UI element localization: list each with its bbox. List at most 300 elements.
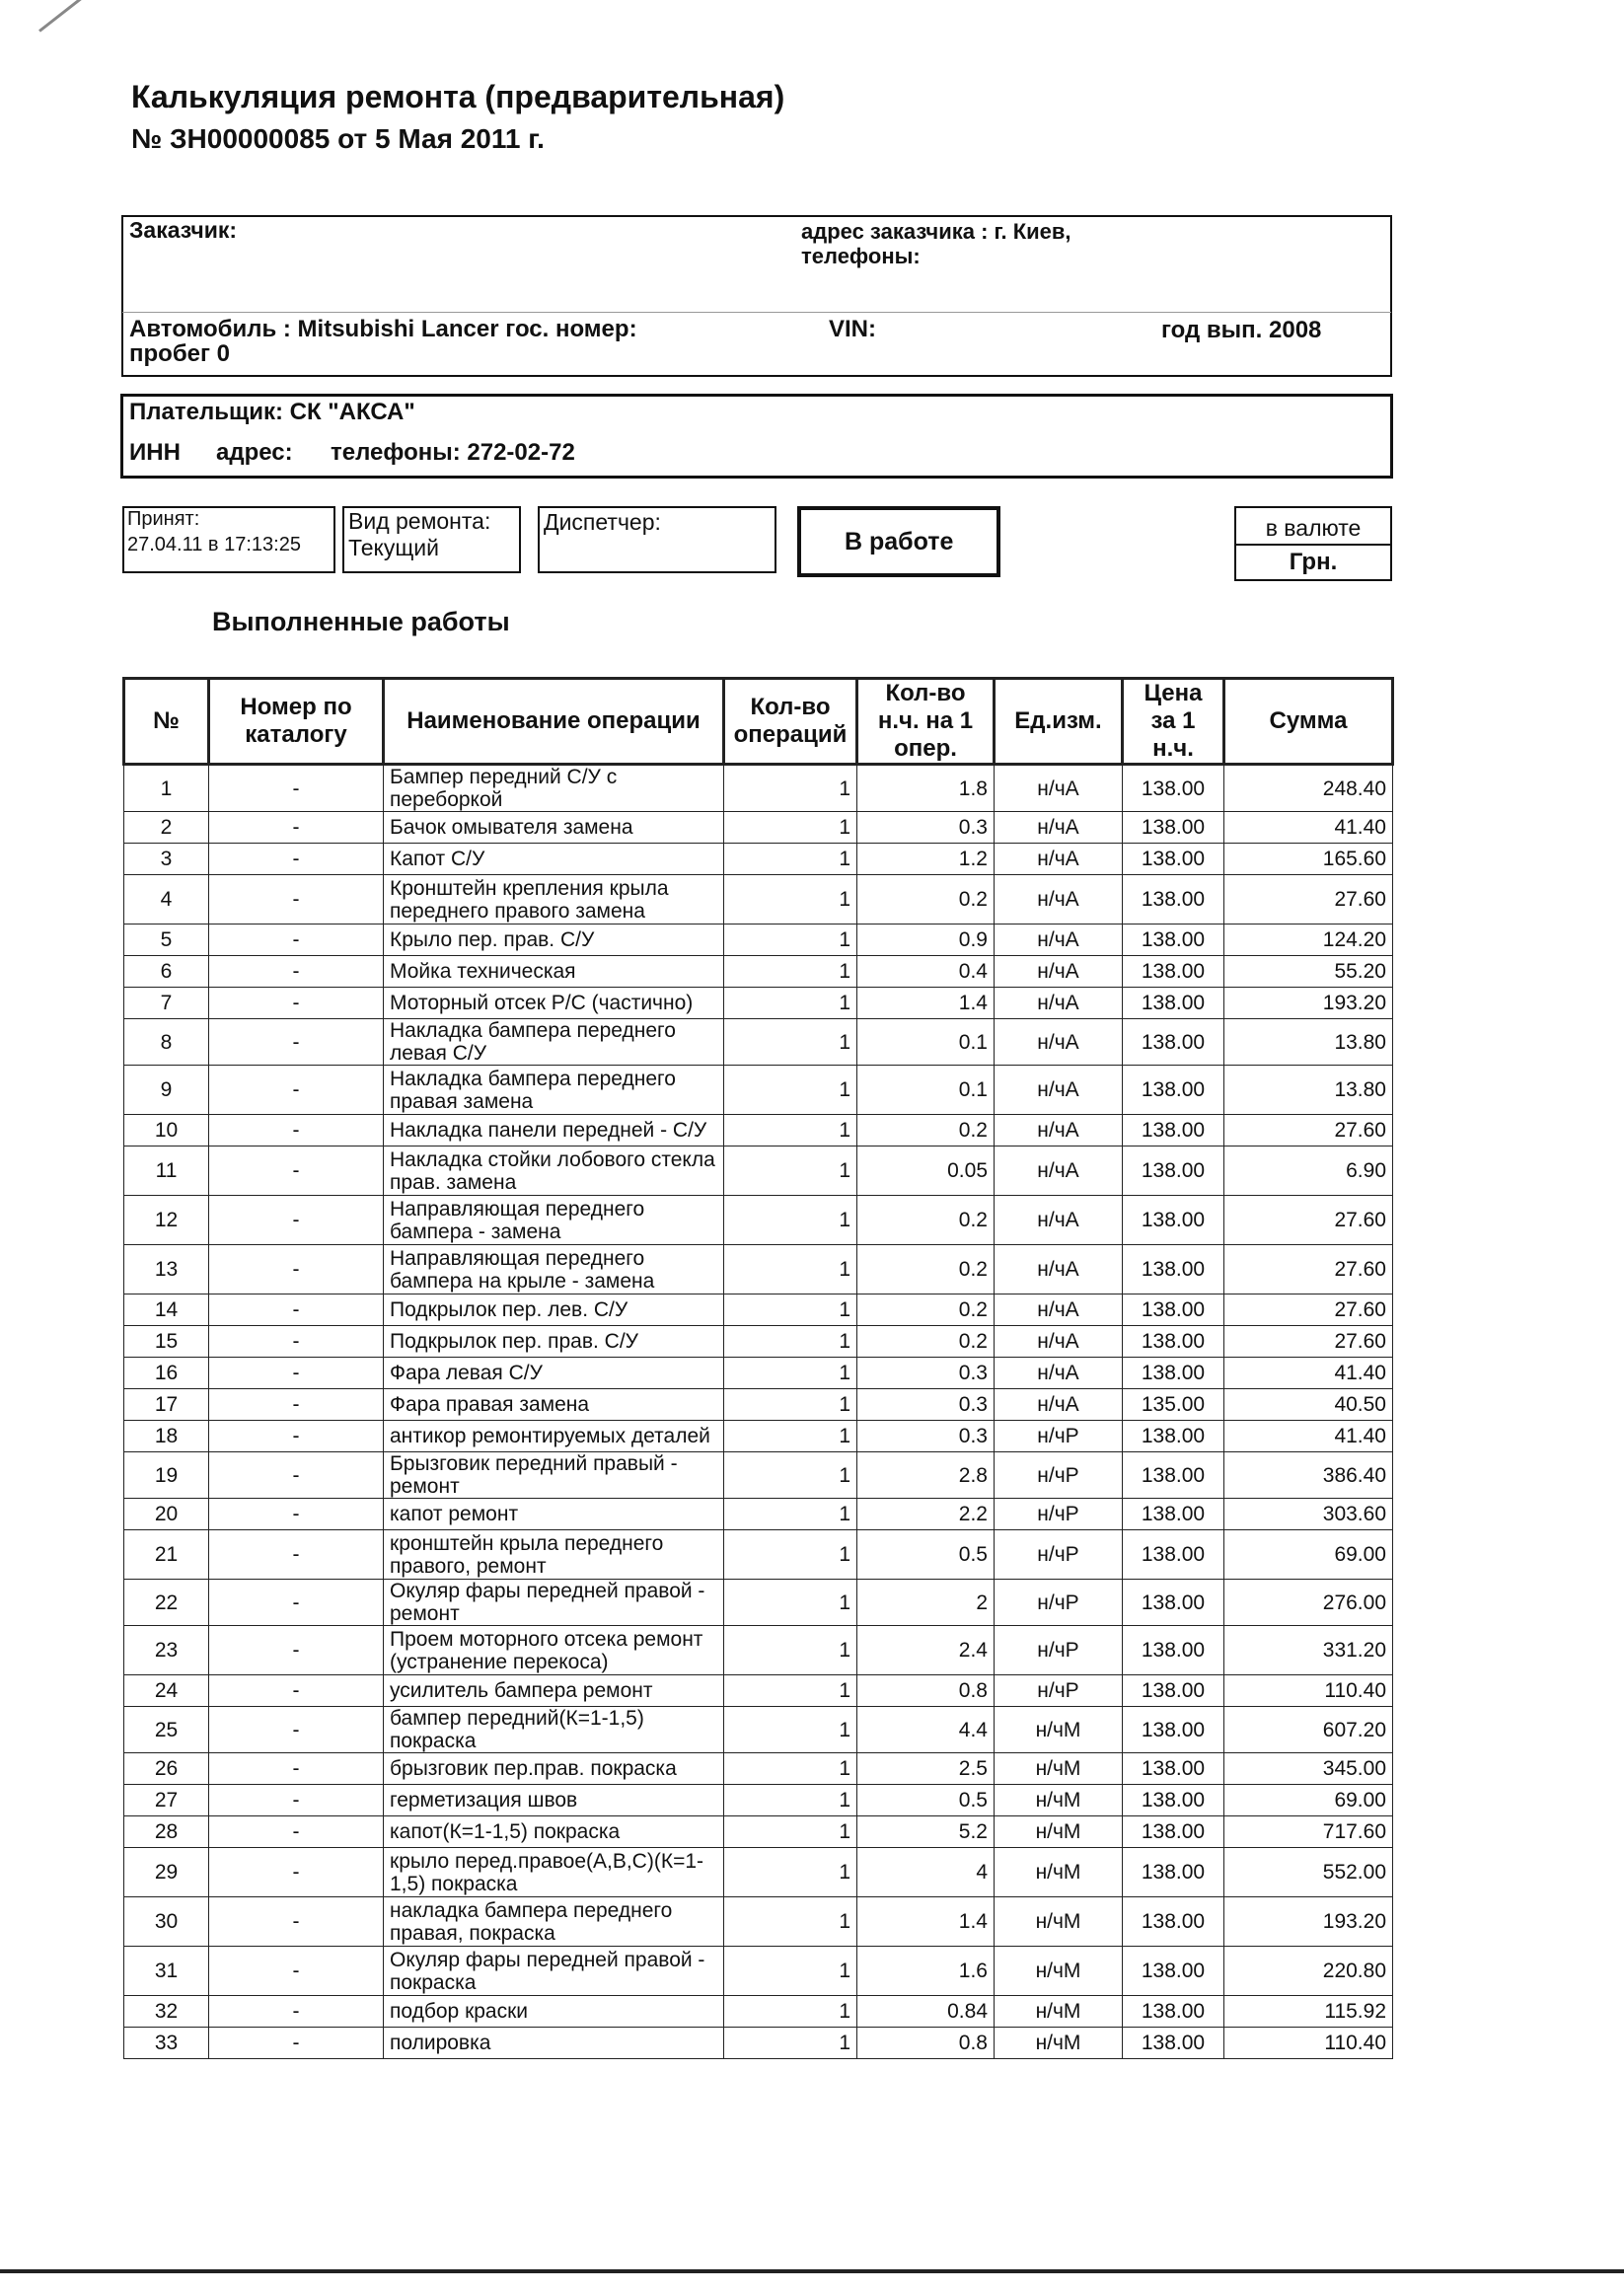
- row-operation-name: Фара правая замена: [384, 1389, 724, 1421]
- row-number: 14: [124, 1294, 209, 1326]
- table-row: [124, 1019, 1393, 1066]
- row-catalog-number: -: [209, 1848, 384, 1897]
- row-unit: н/чА: [995, 956, 1123, 988]
- row-catalog-number: -: [209, 1947, 384, 1996]
- row-number: 9: [124, 1066, 209, 1115]
- row-number: 8: [124, 1019, 209, 1066]
- row-number: 32: [124, 1996, 209, 2028]
- row-sum: 552.00: [1224, 1848, 1393, 1897]
- row-operation-name: Направляющая переднего бампера на крыле - замена: [384, 1245, 724, 1294]
- row-number: 22: [124, 1580, 209, 1626]
- row-catalog-number: -: [209, 765, 384, 812]
- row-hours-per-op: 1.2: [857, 844, 995, 875]
- row-sum: 27.60: [1224, 1326, 1393, 1358]
- row-catalog-number: -: [209, 1707, 384, 1753]
- row-catalog-number: -: [209, 812, 384, 844]
- row-sum: 124.20: [1224, 925, 1393, 956]
- row-number: 2: [124, 812, 209, 844]
- row-catalog-number: -: [209, 1675, 384, 1707]
- row-unit: н/чР: [995, 1580, 1123, 1626]
- vin-label: VIN:: [829, 316, 876, 342]
- table-row: [124, 1897, 1393, 1947]
- row-operation-name: брызговик пер.прав. покраска: [384, 1753, 724, 1785]
- row-sum: 40.50: [1224, 1389, 1393, 1421]
- table-row: [124, 1816, 1393, 1848]
- row-price: 138.00: [1123, 1358, 1224, 1389]
- accepted-label: Принят:: [127, 508, 200, 530]
- row-unit: н/чА: [995, 1196, 1123, 1245]
- table-row: [124, 1675, 1393, 1707]
- row-unit: н/чР: [995, 1530, 1123, 1580]
- row-operation-name: Мойка техническая: [384, 956, 724, 988]
- row-number: 6: [124, 956, 209, 988]
- row-operations-count: 1: [724, 1499, 857, 1530]
- row-unit: н/чА: [995, 1019, 1123, 1066]
- row-operations-count: 1: [724, 1245, 857, 1294]
- row-hours-per-op: 0.05: [857, 1146, 995, 1196]
- row-number: 20: [124, 1499, 209, 1530]
- row-catalog-number: -: [209, 1196, 384, 1245]
- row-unit: н/чА: [995, 1245, 1123, 1294]
- row-hours-per-op: 0.3: [857, 1421, 995, 1452]
- row-price: 138.00: [1123, 812, 1224, 844]
- repair-type-label: Вид ремонта:: [348, 508, 491, 534]
- row-catalog-number: -: [209, 1897, 384, 1947]
- row-operation-name: Накладка бампера переднего правая замена: [384, 1066, 724, 1115]
- row-operation-name: крыло перед.правое(А,В,С)(К=1-1,5) покраска: [384, 1848, 724, 1897]
- row-operations-count: 1: [724, 1816, 857, 1848]
- row-unit: н/чМ: [995, 1753, 1123, 1785]
- row-price: 138.00: [1123, 1996, 1224, 2028]
- row-operation-name: герметизация швов: [384, 1785, 724, 1816]
- row-operations-count: 1: [724, 1066, 857, 1115]
- row-hours-per-op: 5.2: [857, 1816, 995, 1848]
- row-catalog-number: -: [209, 1816, 384, 1848]
- row-catalog-number: -: [209, 2028, 384, 2059]
- table-row: [124, 1580, 1393, 1626]
- row-number: 25: [124, 1707, 209, 1753]
- row-catalog-number: -: [209, 1245, 384, 1294]
- row-number: 13: [124, 1245, 209, 1294]
- row-catalog-number: -: [209, 1753, 384, 1785]
- row-price: 138.00: [1123, 1785, 1224, 1816]
- row-price: 138.00: [1123, 844, 1224, 875]
- row-price: 138.00: [1123, 1530, 1224, 1580]
- col-num-header: №: [124, 679, 209, 765]
- row-price: 138.00: [1123, 1897, 1224, 1947]
- row-hours-per-op: 0.2: [857, 875, 995, 925]
- row-operation-name: усилитель бампера ремонт: [384, 1675, 724, 1707]
- row-catalog-number: -: [209, 988, 384, 1019]
- row-number: 11: [124, 1146, 209, 1196]
- row-sum: 13.80: [1224, 1066, 1393, 1115]
- row-operations-count: 1: [724, 1196, 857, 1245]
- row-catalog-number: -: [209, 1389, 384, 1421]
- row-price: 138.00: [1123, 1115, 1224, 1146]
- row-catalog-number: -: [209, 1996, 384, 2028]
- table-row: [124, 844, 1393, 875]
- row-operation-name: подбор краски: [384, 1996, 724, 2028]
- row-number: 24: [124, 1675, 209, 1707]
- payer-address: адрес:: [216, 439, 293, 466]
- row-operations-count: 1: [724, 1848, 857, 1897]
- row-operation-name: Крыло пер. прав. С/У: [384, 925, 724, 956]
- currency-label: в валюте: [1265, 515, 1362, 541]
- row-sum: 248.40: [1224, 765, 1393, 812]
- row-price: 138.00: [1123, 988, 1224, 1019]
- row-hours-per-op: 0.2: [857, 1245, 995, 1294]
- row-number: 17: [124, 1389, 209, 1421]
- row-sum: 193.20: [1224, 1897, 1393, 1947]
- row-number: 18: [124, 1421, 209, 1452]
- row-operation-name: Бампер передний С/У с переборкой: [384, 765, 724, 812]
- col-sum-header: Сумма: [1224, 679, 1393, 765]
- row-unit: н/чА: [995, 1115, 1123, 1146]
- col-catalog-header: Номер по каталогу: [209, 679, 384, 765]
- row-sum: 276.00: [1224, 1580, 1393, 1626]
- row-sum: 27.60: [1224, 1115, 1393, 1146]
- row-operations-count: 1: [724, 1626, 857, 1675]
- row-price: 138.00: [1123, 1421, 1224, 1452]
- row-number: 28: [124, 1816, 209, 1848]
- row-operation-name: Брызговик передний правый - ремонт: [384, 1452, 724, 1499]
- row-operation-name: капот ремонт: [384, 1499, 724, 1530]
- row-catalog-number: -: [209, 1066, 384, 1115]
- row-number: 33: [124, 2028, 209, 2059]
- row-sum: 331.20: [1224, 1626, 1393, 1675]
- table-row: [124, 1947, 1393, 1996]
- payer-name: Плательщик: СК "АКСА": [129, 399, 415, 425]
- car-year: год вып. 2008: [1161, 317, 1322, 343]
- row-unit: н/чМ: [995, 1947, 1123, 1996]
- row-number: 19: [124, 1452, 209, 1499]
- works-table-header: [124, 679, 1393, 765]
- row-operations-count: 1: [724, 765, 857, 812]
- table-row: [124, 1245, 1393, 1294]
- row-catalog-number: -: [209, 1358, 384, 1389]
- col-name-header: Наименование операции: [384, 679, 724, 765]
- row-price: 135.00: [1123, 1389, 1224, 1421]
- row-price: 138.00: [1123, 1947, 1224, 1996]
- row-operations-count: 1: [724, 812, 857, 844]
- row-sum: 6.90: [1224, 1146, 1393, 1196]
- customer-box: [121, 215, 1392, 377]
- row-operations-count: 1: [724, 1580, 857, 1626]
- col-hours-header: Кол-во н.ч. на 1 опер.: [857, 679, 995, 765]
- row-catalog-number: -: [209, 1580, 384, 1626]
- row-operations-count: 1: [724, 1707, 857, 1753]
- row-number: 10: [124, 1115, 209, 1146]
- row-unit: н/чМ: [995, 1897, 1123, 1947]
- row-unit: н/чМ: [995, 2028, 1123, 2059]
- works-section-title: Выполненные работы: [212, 607, 510, 636]
- row-operation-name: Проем моторного отсека ремонт (устранение перекоса): [384, 1626, 724, 1675]
- row-operations-count: 1: [724, 875, 857, 925]
- row-operations-count: 1: [724, 1452, 857, 1499]
- customer-label: Заказчик:: [129, 217, 238, 243]
- row-unit: н/чА: [995, 1066, 1123, 1115]
- row-operation-name: Капот С/У: [384, 844, 724, 875]
- col-unit-header: Ед.изм.: [995, 679, 1123, 765]
- row-unit: н/чА: [995, 1326, 1123, 1358]
- row-unit: н/чР: [995, 1499, 1123, 1530]
- row-price: 138.00: [1123, 2028, 1224, 2059]
- row-operations-count: 1: [724, 1996, 857, 2028]
- row-hours-per-op: 0.2: [857, 1196, 995, 1245]
- table-row: [124, 1499, 1393, 1530]
- row-catalog-number: -: [209, 1019, 384, 1066]
- row-hours-per-op: 0.4: [857, 956, 995, 988]
- table-row: [124, 1421, 1393, 1452]
- row-unit: н/чА: [995, 988, 1123, 1019]
- row-catalog-number: -: [209, 1785, 384, 1816]
- row-hours-per-op: 2: [857, 1580, 995, 1626]
- dispatcher-label: Диспетчер:: [544, 509, 661, 535]
- col-price-header: Цена за 1 н.ч.: [1123, 679, 1224, 765]
- row-hours-per-op: 0.1: [857, 1066, 995, 1115]
- row-number: 15: [124, 1326, 209, 1358]
- payer-inn: ИНН: [129, 439, 181, 466]
- row-catalog-number: -: [209, 1294, 384, 1326]
- row-operation-name: капот(К=1-1,5) покраска: [384, 1816, 724, 1848]
- row-price: 138.00: [1123, 956, 1224, 988]
- row-number: 12: [124, 1196, 209, 1245]
- row-hours-per-op: 0.8: [857, 1675, 995, 1707]
- row-number: 1: [124, 765, 209, 812]
- row-price: 138.00: [1123, 1675, 1224, 1707]
- payer-phones: телефоны: 272-02-72: [331, 439, 575, 466]
- scan-edge: [0, 2269, 1624, 2273]
- table-row: [124, 1452, 1393, 1499]
- col-ops-header: Кол-во операций: [724, 679, 857, 765]
- row-operation-name: Подкрылок пер. лев. С/У: [384, 1294, 724, 1326]
- row-hours-per-op: 0.3: [857, 1389, 995, 1421]
- row-hours-per-op: 2.8: [857, 1452, 995, 1499]
- table-row: [124, 1848, 1393, 1897]
- row-operation-name: Моторный отсек Р/С (частично): [384, 988, 724, 1019]
- row-price: 138.00: [1123, 1626, 1224, 1675]
- table-row: [124, 875, 1393, 925]
- row-price: 138.00: [1123, 1848, 1224, 1897]
- table-row: [124, 2028, 1393, 2059]
- row-price: 138.00: [1123, 925, 1224, 956]
- row-price: 138.00: [1123, 1816, 1224, 1848]
- table-row: [124, 1115, 1393, 1146]
- table-row: [124, 1196, 1393, 1245]
- table-row: [124, 925, 1393, 956]
- car-mileage: пробег 0: [129, 340, 230, 367]
- row-hours-per-op: 1.8: [857, 765, 995, 812]
- table-row: [124, 1707, 1393, 1753]
- row-hours-per-op: 0.2: [857, 1326, 995, 1358]
- document-number: № ЗН00000085 от 5 Мая 2011 г.: [131, 123, 545, 154]
- row-operations-count: 1: [724, 1294, 857, 1326]
- row-unit: н/чМ: [995, 1785, 1123, 1816]
- row-price: 138.00: [1123, 1707, 1224, 1753]
- row-catalog-number: -: [209, 1115, 384, 1146]
- row-operation-name: Бачок омывателя замена: [384, 812, 724, 844]
- row-operations-count: 1: [724, 988, 857, 1019]
- row-sum: 717.60: [1224, 1816, 1393, 1848]
- row-number: 30: [124, 1897, 209, 1947]
- row-sum: 41.40: [1224, 1421, 1393, 1452]
- row-operations-count: 1: [724, 1358, 857, 1389]
- table-row: [124, 1146, 1393, 1196]
- row-operations-count: 1: [724, 2028, 857, 2059]
- row-hours-per-op: 4.4: [857, 1707, 995, 1753]
- row-number: 4: [124, 875, 209, 925]
- row-number: 23: [124, 1626, 209, 1675]
- row-unit: н/чМ: [995, 1996, 1123, 2028]
- row-operations-count: 1: [724, 1421, 857, 1452]
- row-price: 138.00: [1123, 1019, 1224, 1066]
- row-price: 138.00: [1123, 1753, 1224, 1785]
- row-sum: 193.20: [1224, 988, 1393, 1019]
- row-catalog-number: -: [209, 1421, 384, 1452]
- row-catalog-number: -: [209, 925, 384, 956]
- row-catalog-number: -: [209, 1326, 384, 1358]
- row-hours-per-op: 2.4: [857, 1626, 995, 1675]
- row-operations-count: 1: [724, 1115, 857, 1146]
- row-number: 26: [124, 1753, 209, 1785]
- row-operations-count: 1: [724, 1897, 857, 1947]
- row-number: 27: [124, 1785, 209, 1816]
- row-sum: 303.60: [1224, 1499, 1393, 1530]
- repair-type-value: Текущий: [348, 535, 439, 560]
- works-table: [122, 677, 1394, 2059]
- accepted-value: 27.04.11 в 17:13:25: [127, 534, 301, 555]
- row-operation-name: Кронштейн крепления крыла переднего правого замена: [384, 875, 724, 925]
- table-row: [124, 1626, 1393, 1675]
- customer-divider: [122, 312, 1391, 313]
- row-sum: 115.92: [1224, 1996, 1393, 2028]
- row-price: 138.00: [1123, 1196, 1224, 1245]
- table-row: [124, 1530, 1393, 1580]
- row-unit: н/чР: [995, 1626, 1123, 1675]
- row-operations-count: 1: [724, 1019, 857, 1066]
- row-operations-count: 1: [724, 1753, 857, 1785]
- row-hours-per-op: 1.6: [857, 1947, 995, 1996]
- table-row: [124, 1753, 1393, 1785]
- table-row: [124, 765, 1393, 812]
- row-sum: 41.40: [1224, 812, 1393, 844]
- row-sum: 607.20: [1224, 1707, 1393, 1753]
- row-sum: 386.40: [1224, 1452, 1393, 1499]
- row-operations-count: 1: [724, 844, 857, 875]
- row-unit: н/чА: [995, 1294, 1123, 1326]
- table-row: [124, 1066, 1393, 1115]
- row-hours-per-op: 0.9: [857, 925, 995, 956]
- row-catalog-number: -: [209, 1530, 384, 1580]
- pen-mark: [38, 0, 99, 33]
- row-number: 3: [124, 844, 209, 875]
- row-operation-name: Фара левая С/У: [384, 1358, 724, 1389]
- row-unit: н/чР: [995, 1675, 1123, 1707]
- customer-phones-label: телефоны:: [801, 244, 921, 268]
- row-operation-name: антикор ремонтируемых деталей: [384, 1421, 724, 1452]
- document-title: Калькуляция ремонта (предварительная): [131, 79, 785, 114]
- row-hours-per-op: 0.2: [857, 1115, 995, 1146]
- row-sum: 13.80: [1224, 1019, 1393, 1066]
- row-price: 138.00: [1123, 1326, 1224, 1358]
- row-sum: 27.60: [1224, 1196, 1393, 1245]
- row-unit: н/чА: [995, 765, 1123, 812]
- row-number: 16: [124, 1358, 209, 1389]
- row-sum: 165.60: [1224, 844, 1393, 875]
- row-unit: н/чА: [995, 1358, 1123, 1389]
- row-unit: н/чА: [995, 875, 1123, 925]
- row-unit: н/чА: [995, 844, 1123, 875]
- row-sum: 27.60: [1224, 875, 1393, 925]
- row-sum: 220.80: [1224, 1947, 1393, 1996]
- car-info: Автомобиль : Mitsubishi Lancer гос. номер:: [129, 316, 637, 342]
- row-sum: 55.20: [1224, 956, 1393, 988]
- row-hours-per-op: 0.84: [857, 1996, 995, 2028]
- row-operations-count: 1: [724, 1326, 857, 1358]
- row-unit: н/чМ: [995, 1816, 1123, 1848]
- row-hours-per-op: 0.8: [857, 2028, 995, 2059]
- row-operations-count: 1: [724, 1785, 857, 1816]
- row-operations-count: 1: [724, 1530, 857, 1580]
- row-sum: 69.00: [1224, 1530, 1393, 1580]
- row-sum: 41.40: [1224, 1358, 1393, 1389]
- row-hours-per-op: 4: [857, 1848, 995, 1897]
- row-hours-per-op: 2.5: [857, 1753, 995, 1785]
- row-operation-name: Направляющая переднего бампера - замена: [384, 1196, 724, 1245]
- row-unit: н/чА: [995, 1146, 1123, 1196]
- row-unit: н/чА: [995, 925, 1123, 956]
- row-number: 29: [124, 1848, 209, 1897]
- table-row: [124, 1389, 1393, 1421]
- row-hours-per-op: 1.4: [857, 1897, 995, 1947]
- row-operations-count: 1: [724, 956, 857, 988]
- table-row: [124, 1326, 1393, 1358]
- row-price: 138.00: [1123, 765, 1224, 812]
- row-unit: н/чМ: [995, 1848, 1123, 1897]
- row-price: 138.00: [1123, 1580, 1224, 1626]
- row-hours-per-op: 0.2: [857, 1294, 995, 1326]
- row-operation-name: бампер передний(К=1-1,5) покраска: [384, 1707, 724, 1753]
- table-row: [124, 1996, 1393, 2028]
- row-number: 21: [124, 1530, 209, 1580]
- row-operation-name: Окуляр фары передней правой - ремонт: [384, 1580, 724, 1626]
- row-hours-per-op: 0.5: [857, 1530, 995, 1580]
- row-number: 5: [124, 925, 209, 956]
- row-hours-per-op: 0.3: [857, 812, 995, 844]
- row-price: 138.00: [1123, 1146, 1224, 1196]
- currency-value: Грн.: [1289, 549, 1338, 575]
- row-hours-per-op: 0.5: [857, 1785, 995, 1816]
- status-text: В работе: [845, 528, 954, 555]
- row-operations-count: 1: [724, 1675, 857, 1707]
- row-price: 138.00: [1123, 1066, 1224, 1115]
- table-row: [124, 1294, 1393, 1326]
- row-operation-name: Окуляр фары передней правой - покраска: [384, 1947, 724, 1996]
- row-operations-count: 1: [724, 1947, 857, 1996]
- row-operation-name: Накладка панели передней - С/У: [384, 1115, 724, 1146]
- row-operation-name: Накладка стойки лобового стекла прав. замена: [384, 1146, 724, 1196]
- row-operations-count: 1: [724, 925, 857, 956]
- row-catalog-number: -: [209, 875, 384, 925]
- table-row: [124, 812, 1393, 844]
- row-price: 138.00: [1123, 1499, 1224, 1530]
- row-hours-per-op: 0.1: [857, 1019, 995, 1066]
- currency-divider: [1235, 544, 1391, 546]
- row-hours-per-op: 1.4: [857, 988, 995, 1019]
- row-sum: 69.00: [1224, 1785, 1393, 1816]
- table-row: [124, 956, 1393, 988]
- row-catalog-number: -: [209, 1452, 384, 1499]
